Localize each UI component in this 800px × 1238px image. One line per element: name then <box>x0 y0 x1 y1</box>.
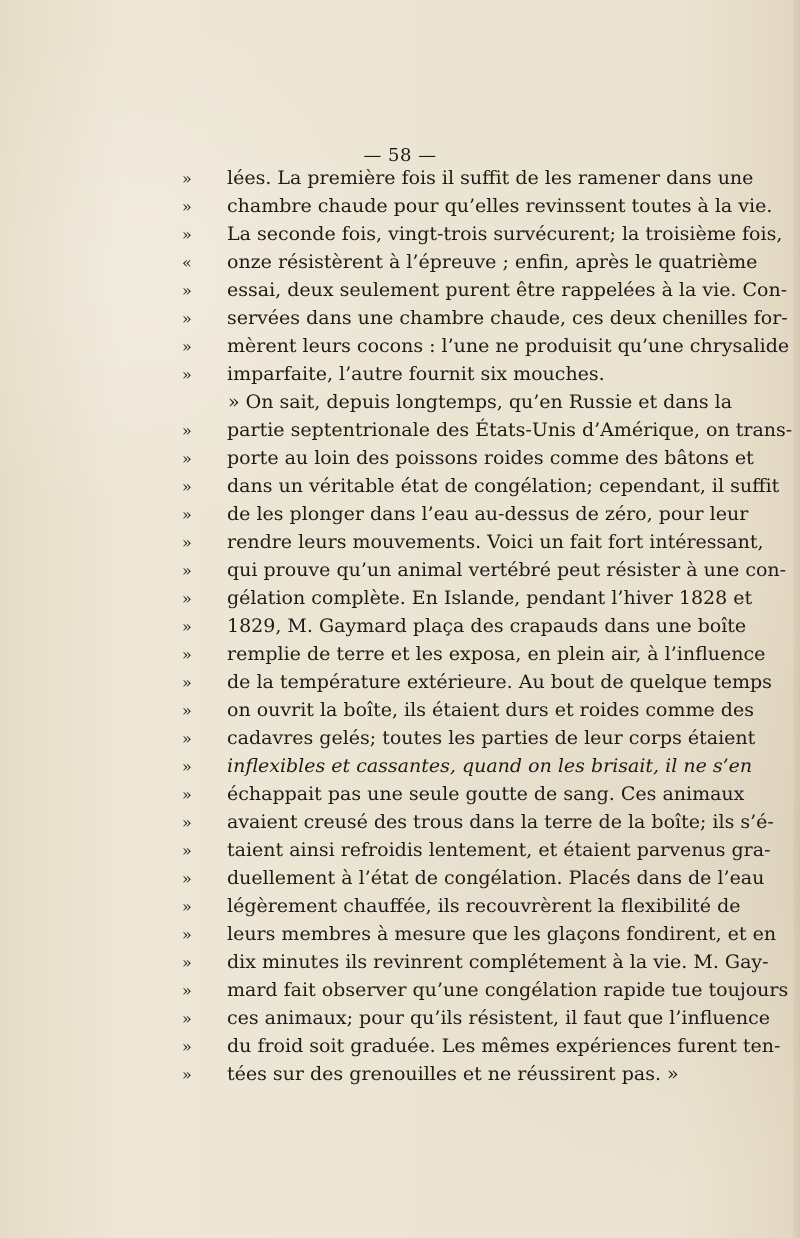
line-text: » On sait, depuis longtemps, qu’en Russie et dans la <box>228 391 733 413</box>
text-line <box>182 920 777 948</box>
quote-marker: » <box>182 757 192 776</box>
line-text: de les plonger dans l’eau au-dessus de zéro, pour leur <box>227 503 749 525</box>
text-line <box>182 1004 770 1032</box>
quote-marker: » <box>182 197 192 216</box>
quote-marker: » <box>182 337 192 356</box>
line-text: duellement à l’état de congélation. Placés dans de l’eau <box>227 867 765 889</box>
page-number: — 58 — <box>363 145 437 166</box>
line-text: du froid soit graduée. Les mêmes expériences furent ten- <box>227 1035 781 1057</box>
quote-marker: » <box>182 421 192 440</box>
text-line <box>182 1032 781 1060</box>
text-line <box>182 416 793 444</box>
text-line <box>182 164 754 192</box>
body-text-block <box>182 164 793 1088</box>
text-line <box>182 752 753 780</box>
text-line <box>182 584 753 612</box>
line-text: échappait pas une seule goutte de sang. Ces animaux <box>227 783 745 805</box>
line-text: porte au loin des poissons roides comme des bâtons et <box>227 447 754 469</box>
line-text: imparfaite, l’autre fournit six mouches. <box>227 363 605 385</box>
quote-marker: » <box>182 169 192 188</box>
quote-marker: » <box>182 1037 192 1056</box>
line-text: mèrent leurs cocons : l’une ne produisit qu’une chrysalide <box>227 335 790 357</box>
line-text: onze résistèrent à l’épreuve ; enfin, après le quatrième <box>227 251 758 273</box>
quote-marker: » <box>182 365 192 384</box>
text-line <box>182 444 754 472</box>
quote-marker: » <box>182 841 192 860</box>
line-text: avaient creusé des trous dans la terre de la boîte; ils s’é- <box>227 811 774 833</box>
text-line <box>182 668 772 696</box>
line-text: chambre chaude pour qu’elles revinssent toutes à la vie. <box>227 195 773 217</box>
text-line <box>182 612 747 640</box>
text-line <box>182 360 678 388</box>
line-text: partie septentrionale des États-Unis d’Amérique, on trans- <box>227 419 793 441</box>
quote-marker: » <box>182 561 192 580</box>
quote-marker: » <box>182 897 192 916</box>
line-text: qui prouve qu’un animal vertébré peut résister à une con- <box>227 559 787 581</box>
text-line <box>182 304 788 332</box>
quote-marker: » <box>182 617 192 636</box>
text-line <box>182 388 733 416</box>
line-text: leurs membres à mesure que les glaçons fondirent, et en <box>227 923 777 945</box>
text-line <box>182 248 758 276</box>
text-line <box>182 976 789 1004</box>
text-line <box>182 836 771 864</box>
text-line <box>182 276 788 304</box>
quote-marker: » <box>182 953 192 972</box>
text-line <box>182 1060 678 1088</box>
text-line <box>182 724 756 752</box>
text-line <box>182 780 745 808</box>
text-line <box>182 948 769 976</box>
quote-marker: « <box>182 253 192 272</box>
line-text: mard fait observer qu’une congélation rapide tue toujours <box>227 979 789 1001</box>
line-text: dix minutes ils revinrent complétement à la vie. M. Gay- <box>227 951 769 973</box>
line-text: tées sur des grenouilles et ne réussirent pas. » <box>227 1063 679 1085</box>
text-line <box>182 500 749 528</box>
line-text: rendre leurs mouvements. Voici un fait fort intéressant, <box>227 531 764 553</box>
line-text: taient ainsi refroidis lentement, et étaient parvenus gra- <box>227 839 771 861</box>
quote-marker: » <box>182 505 192 524</box>
quote-marker: » <box>182 785 192 804</box>
quote-marker: » <box>182 869 192 888</box>
quote-marker: » <box>182 981 192 1000</box>
line-text: de la température extérieure. Au bout de quelque temps <box>227 671 772 693</box>
text-line <box>182 864 765 892</box>
line-text: dans un véritable état de congélation; cependant, il suffit <box>227 475 780 497</box>
quote-marker: » <box>182 281 192 300</box>
text-line <box>182 556 787 584</box>
quote-marker: » <box>182 729 192 748</box>
line-text: gélation complète. En Islande, pendant l’hiver 1828 et <box>227 587 753 609</box>
line-text: cadavres gelés; toutes les parties de leur corps étaient <box>227 727 756 749</box>
line-text: ces animaux; pour qu’ils résistent, il faut que l’influence <box>227 1007 770 1029</box>
quote-marker: » <box>182 645 192 664</box>
text-line <box>182 892 741 920</box>
text-line <box>182 332 790 360</box>
line-text: on ouvrit la boîte, ils étaient durs et roides comme des <box>227 699 754 721</box>
line-text: La seconde fois, vingt-trois survécurent; la troisième fois, <box>227 223 783 245</box>
quote-marker: » <box>182 673 192 692</box>
quote-marker: » <box>182 925 192 944</box>
quote-marker: » <box>182 225 192 244</box>
quote-marker: » <box>182 1065 192 1084</box>
text-line <box>182 640 766 668</box>
line-text: lées. La première fois il suffit de les ramener dans une <box>227 167 754 189</box>
text-line <box>182 696 754 724</box>
quote-marker: » <box>182 477 192 496</box>
line-text: essai, deux seulement purent être rappelées à la vie. Con- <box>227 279 788 301</box>
quote-marker: » <box>182 309 192 328</box>
quote-marker: » <box>182 533 192 552</box>
text-line <box>182 192 773 220</box>
line-text: 1829, M. Gaymard plaça des crapauds dans une boîte <box>227 615 747 637</box>
page-edge-shadow <box>793 0 800 1238</box>
text-line <box>182 808 774 836</box>
quote-marker: » <box>182 449 192 468</box>
line-text: remplie de terre et les exposa, en plein air, à l’influence <box>227 643 766 665</box>
quote-marker: » <box>182 701 192 720</box>
text-line <box>182 528 764 556</box>
line-text: servées dans une chambre chaude, ces deux chenilles for- <box>227 307 788 329</box>
text-line <box>182 220 783 248</box>
quote-marker: » <box>182 589 192 608</box>
quote-marker: » <box>182 1009 192 1028</box>
text-line <box>182 472 780 500</box>
line-text: inflexibles et cassantes, quand on les brisait, il ne s’en <box>227 755 753 777</box>
quote-marker: » <box>182 813 192 832</box>
line-text: légèrement chauffée, ils recouvrèrent la flexibilité de <box>227 895 741 917</box>
